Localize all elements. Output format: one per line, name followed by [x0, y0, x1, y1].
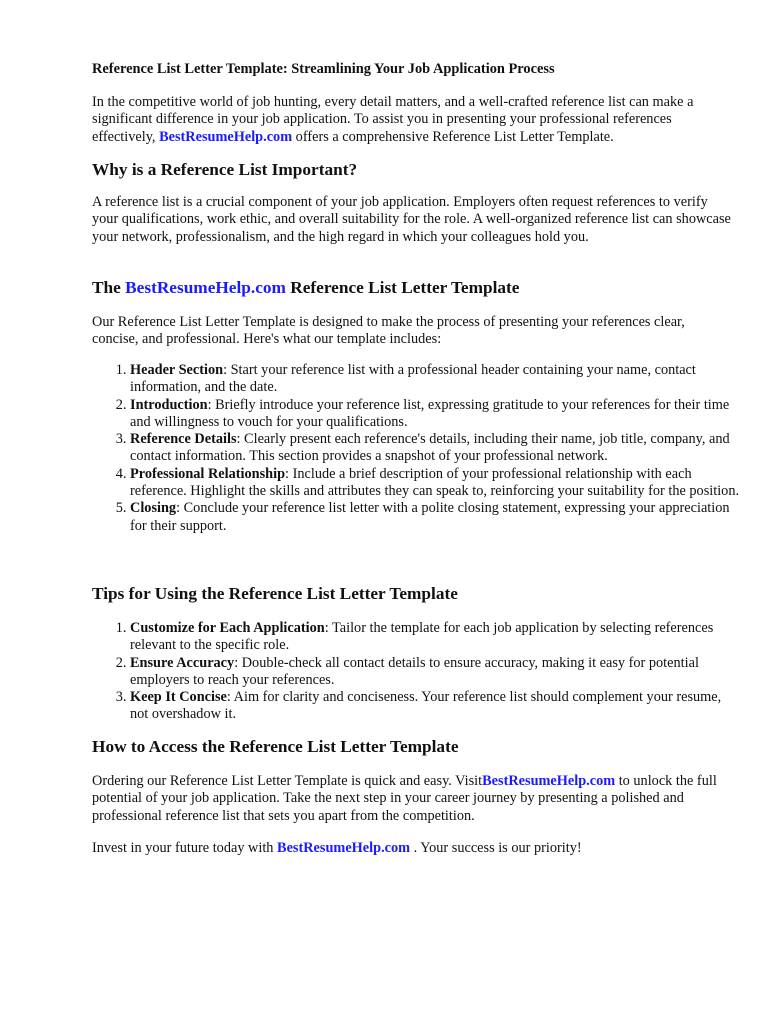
item-description: : Briefly introduce your reference list, expressing gratitude to your references for their time and willingness to vouch for your qualifications. — [130, 396, 730, 430]
why-paragraph: A reference list is a crucial component of your job application. Employers often request references to verify your qualifications, work ethic, and overall suitability for the role. A well-organized reference list can showcase your network, professionalism, and the high regard in which your colleagues hold you. — [92, 194, 731, 245]
template-features-list — [92, 362, 742, 535]
access-text-end: to unlock the full potential of your job application. Take the next step in your career journey by presenting a polished and professional reference list that sets you apart from the competition. — [92, 773, 717, 824]
intro-link[interactable]: BestResumeHelp.com — [159, 128, 293, 145]
why-heading: Why is a Reference List Important? — [92, 160, 358, 179]
intro-paragraph — [92, 94, 732, 146]
closing-paragraph — [92, 840, 732, 857]
item-description: : Aim for clarity and conciseness. Your reference list should complement your resume, not overshadow it. — [130, 689, 722, 723]
access-link[interactable]: BestResumeHelp.com — [482, 773, 616, 789]
item-description: : Include a brief description of your professional relationship with each reference. Highlight the skills and attributes they can speak to, reinforcing your suitability for the position. — [130, 465, 740, 500]
access-heading: How to Access the Reference List Letter Template — [92, 737, 459, 756]
template-paragraph: Our Reference List Letter Template is designed to make the process of presenting your references clear, concise, and professional. Here's what our template includes: — [92, 314, 685, 348]
template-heading — [92, 278, 519, 298]
item-term: Professional Relationship — [130, 465, 286, 482]
item-term: Closing — [130, 500, 177, 517]
list-item — [130, 362, 742, 397]
item-term: Customize for Each Application — [130, 620, 325, 636]
list-item — [130, 431, 742, 466]
item-term: Ensure Accuracy — [130, 654, 235, 671]
tips-list — [92, 620, 742, 724]
access-text-start: Ordering our Reference List Letter Template is quick and easy. Visit — [92, 773, 483, 789]
list-item — [130, 689, 742, 724]
list-item — [130, 466, 742, 501]
list-item — [130, 500, 742, 535]
item-term: Header Section — [130, 362, 224, 378]
item-term: Keep It Concise — [130, 689, 227, 706]
template-heading-link[interactable]: BestResumeHelp.com — [125, 278, 286, 297]
list-item — [130, 620, 742, 655]
item-description: : Start your reference list with a professional header containing your name, contact information, and the date. — [130, 362, 696, 396]
template-heading-end: Reference List Letter Template — [285, 278, 520, 297]
access-paragraph — [92, 773, 732, 825]
template-heading-start: The — [92, 278, 126, 297]
item-description: : Conclude your reference list letter with a polite closing statement, expressing your appreciation for their support. — [130, 500, 730, 534]
item-description: : Tailor the template for each job application by selecting references relevant to the specific role. — [130, 620, 714, 654]
closing-text-end: . Your success is our priority! — [410, 840, 582, 856]
item-term: Introduction — [130, 396, 208, 413]
item-description: : Double-check all contact details to ensure accuracy, making it easy for potential employers to reach your references. — [130, 654, 699, 688]
tips-heading: Tips for Using the Reference List Letter Template — [92, 584, 458, 603]
item-term: Reference Details — [130, 431, 237, 448]
list-item — [130, 655, 742, 690]
closing-link[interactable]: BestResumeHelp.com — [277, 840, 411, 856]
intro-text-start: In the competitive world of job hunting, every detail matters, and a well-crafted reference list can make a significant difference in your job application. To assist you in presenting your professional references effectively, — [92, 94, 694, 145]
document-title: Reference List Letter Template: Streamlining Your Job Application Process — [92, 61, 555, 77]
closing-text-start: Invest in your future today with — [92, 840, 278, 856]
intro-text-end: offers a comprehensive Reference List Letter Template. — [292, 128, 614, 145]
item-description: : Clearly present each reference's details, including their name, job title, company, and contact information. This section provides a snapshot of your professional network. — [130, 431, 730, 465]
list-item — [130, 397, 742, 432]
